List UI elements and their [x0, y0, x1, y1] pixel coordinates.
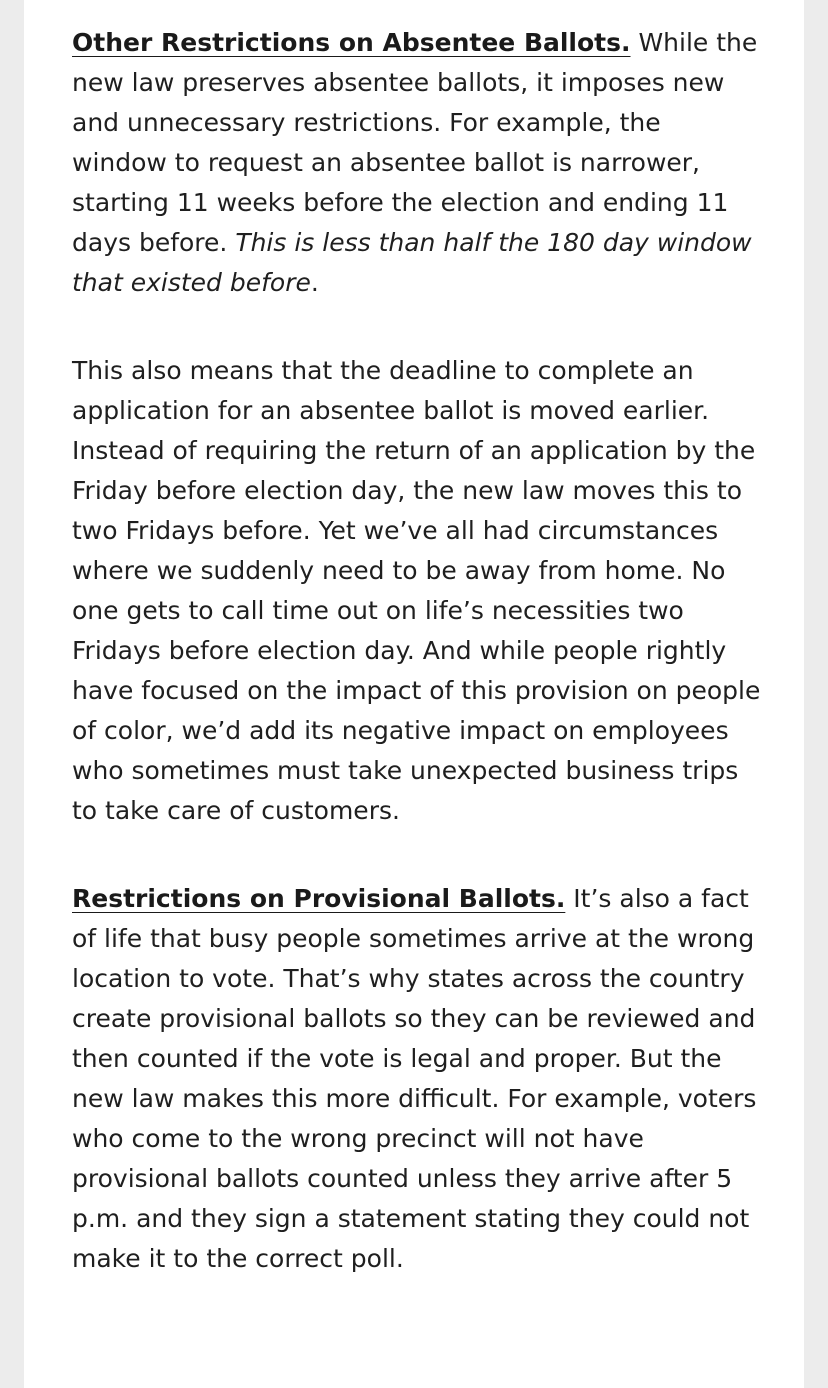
document-page — [24, 0, 804, 1388]
paragraph-text: This also means that the deadline to complete an application for an absentee ballot is moved earlier. Instead of requiring the return of an application by the Friday before election day, the new law moves this to two Fridays before. Yet we’ve all had circumstances where we suddenly need to be away from home. No one gets to call time out on life’s necessities two Fridays before election day. And while people rightly have focused on the impact of this provision on people of color, we’d add its negative impact on employees who sometimes must take unexpected business trips to take care of customers. — [72, 356, 761, 825]
article-body — [72, 23, 762, 1327]
section-heading-absentee: Other Restrictions on Absentee Ballots. — [72, 28, 631, 57]
paragraph-punctuation: . — [310, 268, 319, 297]
paragraph-application-deadline — [72, 351, 762, 831]
paragraph-absentee-restrictions — [72, 23, 762, 303]
italic-emphasis: This is less than half the 180 day window that existed before — [72, 228, 752, 297]
paragraph-provisional-restrictions — [72, 879, 762, 1279]
paragraph-text: While the new law preserves absentee ballots, it imposes new and unnecessary restrictions. For example, the window to request an absentee ballot is narrower, starting 11 weeks before the election and ending 11 days before. — [72, 28, 758, 257]
section-heading-provisional: Restrictions on Provisional Ballots. — [72, 884, 566, 913]
paragraph-text: It’s also a fact of life that busy people sometimes arrive at the wrong location to vote. That’s why states across the country create provisional ballots so they can be reviewed and then counted if the vote is legal and proper. But the new law makes this more difficult. For example, voters who come to the wrong precinct will not have provisional ballots counted unless they arrive after 5 p.m. and they sign a statement stating they could not make it to the correct poll. — [72, 884, 757, 1273]
